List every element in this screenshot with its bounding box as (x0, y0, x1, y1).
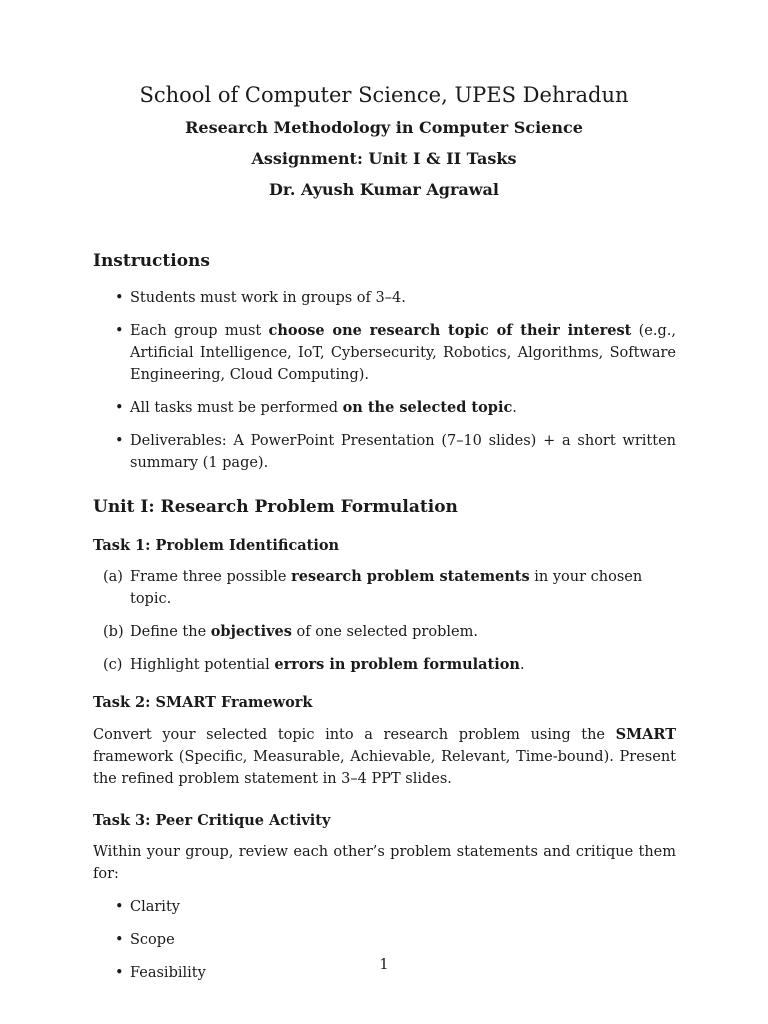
bullet-icon: • (115, 932, 124, 948)
bullet-icon: • (115, 323, 124, 339)
task1-item: (c) Highlight potential errors in problem formulation. (103, 656, 525, 673)
instructions-section (93, 248, 676, 485)
task1-item: (a) Frame three possible research problem statements in your chosen topic. (103, 568, 643, 607)
bullet-icon: • (115, 433, 124, 449)
instructions-heading: Instructions (93, 251, 210, 271)
task3-intro: Within your group, review each other’s problem statements and critique them for: (93, 844, 676, 882)
assignment-title: Assignment: Unit I & II Tasks (251, 149, 517, 168)
school-title: School of Computer Science, UPES Dehradun (139, 83, 629, 107)
unit1-heading: Unit I: Research Problem Formulation (93, 497, 458, 517)
task2-paragraph: Convert your selected topic into a research problem using the SMART framework (Specific, Measurable, Achievable, Relevant, Time-bound). Present the refined problem statement in 3–4 PPT slides. (93, 726, 676, 787)
task1-item: (b) Define the objectives of one selected problem. (103, 623, 478, 640)
critique-item: • Feasibility (93, 962, 676, 984)
page-number: 1 (379, 957, 389, 973)
critique-item: • Scope (93, 929, 676, 951)
task2-heading: Task 2: SMART Framework (93, 694, 313, 711)
task3-heading: Task 3: Peer Critique Activity (93, 812, 331, 829)
critique-item: • Clarity (93, 896, 676, 918)
instructions-list (93, 287, 676, 474)
title-block (0, 80, 768, 209)
unit1-section (93, 494, 676, 995)
bullet-icon: • (115, 899, 124, 915)
task1-heading: Task 1: Problem Identification (93, 537, 340, 554)
task1-list (93, 566, 676, 676)
instruction-item: • Each group must choose one research topic of their interest (e.g., Artificial Intelligence, IoT, Cybersecurity, Robotics, Algorithms, Software Engineering, Cloud Computing). (115, 322, 676, 383)
instruction-item: • All tasks must be performed on the selected topic. (93, 397, 676, 419)
bullet-icon: • (115, 290, 124, 306)
instruction-item: • Students must work in groups of 3–4. (93, 287, 676, 309)
course-title: Research Methodology in Computer Science (185, 118, 583, 137)
author-name: Dr. Ayush Kumar Agrawal (269, 180, 499, 199)
instruction-item: • Deliverables: A PowerPoint Presentation (7–10 slides) + a short written summary (1 page). (93, 430, 676, 474)
bullet-icon: • (115, 965, 124, 981)
bullet-icon: • (115, 400, 124, 416)
